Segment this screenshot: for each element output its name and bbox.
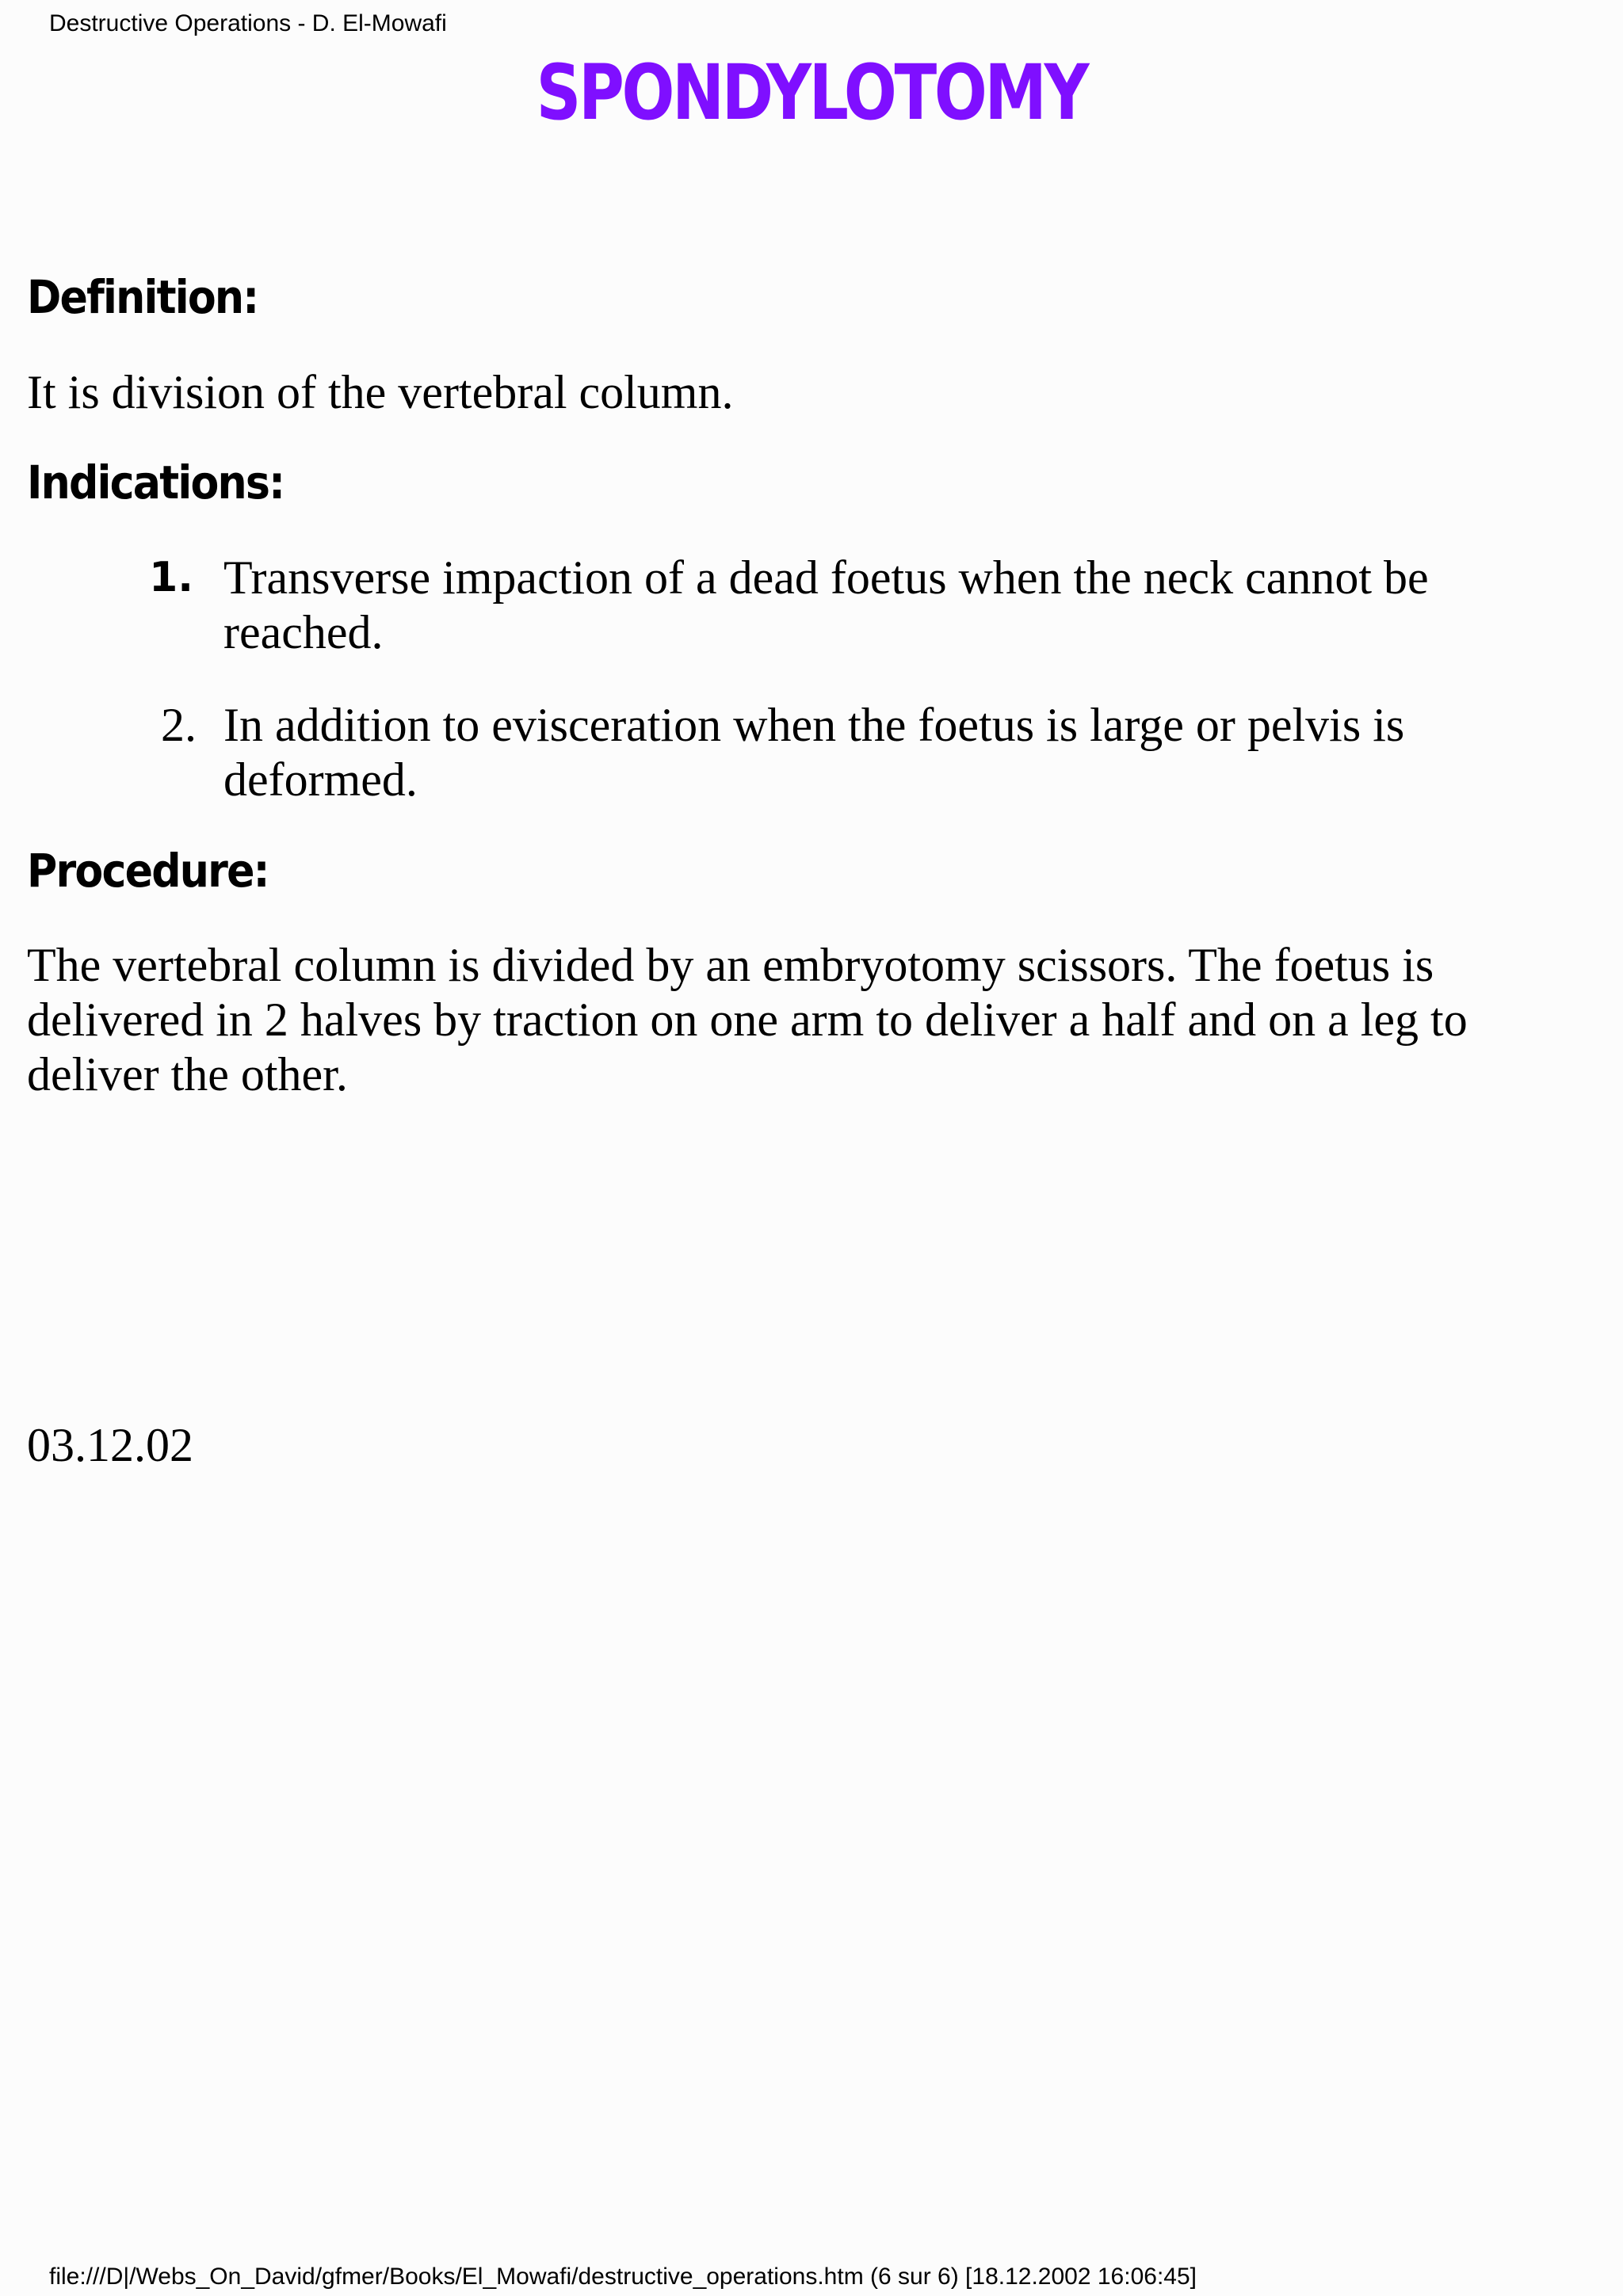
page-title: SPONDYLOTOMY [536,48,1087,137]
footer-file-path: file:///D|/Webs_On_David/gfmer/Books/El_Mowafi/destructive_operations.htm (6 sur 6) [18.12.2002 16:06:45] [49,2264,1197,2290]
list-number: 1. [149,554,193,601]
list-item-text [223,698,1404,807]
procedure-line: delivered in 2 halves by traction on one arm to deliver a half and on a leg to [27,994,1468,1046]
list-item-line: In addition to evisceration when the foetus is large or pelvis is [223,699,1405,751]
running-header: Destructive Operations - D. El-Mowafi [49,10,447,36]
list-item-line: Transverse impaction of a dead foetus when the neck cannot be [223,551,1429,604]
list-item-line: deformed. [223,753,418,806]
date-stamp: 03.12.02 [27,1419,193,1471]
list-number: 2. [161,699,197,751]
procedure-text [27,938,1468,1102]
list-item-line: reached. [223,606,384,658]
indications-heading: Indications: [27,456,285,509]
procedure-heading: Procedure: [27,844,269,898]
list-item-text [223,551,1429,660]
procedure-line: deliver the other. [27,1048,348,1100]
definition-text: It is division of the vertebral column. [27,366,734,418]
definition-heading: Definition: [27,270,258,324]
procedure-line: The vertebral column is divided by an embryotomy scissors. The foetus is [27,939,1434,991]
